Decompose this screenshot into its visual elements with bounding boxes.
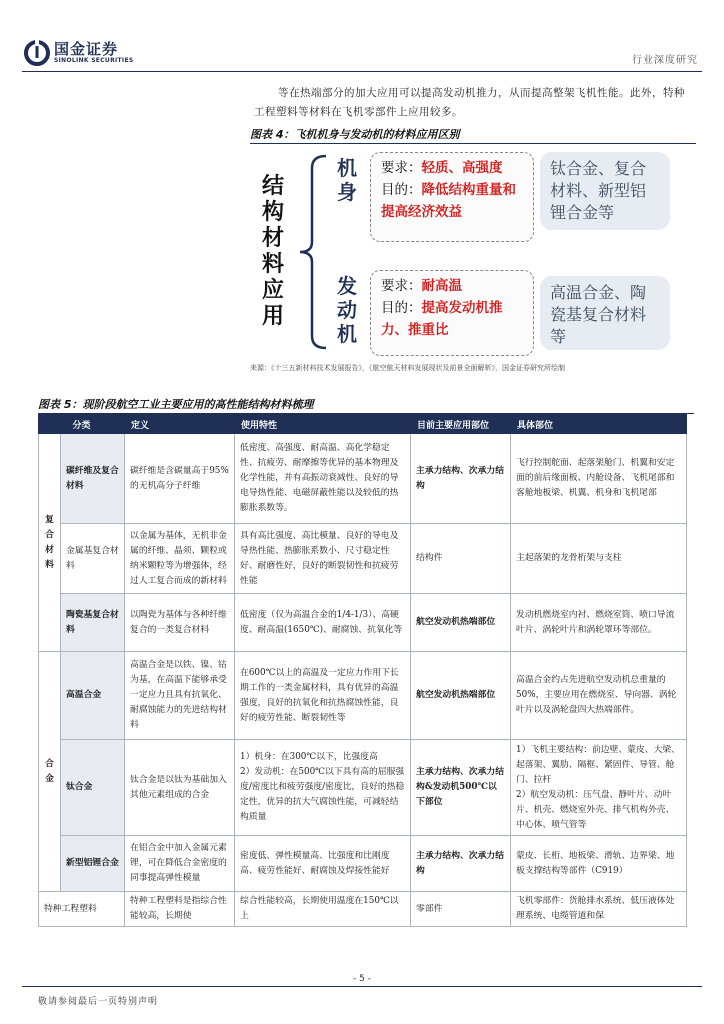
header-definition: 定义	[125, 415, 235, 434]
material-definition: 以陶瓷为基体与各种纤维复合的一类复合材料	[125, 594, 235, 652]
vertical-title-char: 构	[261, 200, 284, 225]
material-parts: 主起落架的龙骨桁架与支柱	[511, 524, 687, 594]
material-properties: 1）机身：在300℃以下，比强度高 2）发动机：在500℃以下具有高的屈服强度/密度比和疲劳强度/密度比，良好的热稳定性，优异的抗大气腐蚀性能，可减轻结构质量	[235, 740, 411, 836]
table-row	[39, 892, 687, 927]
header-category: 分类	[39, 415, 125, 434]
material-definition: 特种工程塑料是指综合性能较高，长期使	[125, 892, 235, 927]
material-definition: 高温合金是以铁、镍、钴为基，在高温下能够承受一定应力且具有抗氧化、耐腐蚀能力的先进结构材料	[125, 652, 235, 740]
category-engine-label	[332, 274, 362, 346]
brace-bracket	[292, 152, 332, 352]
material-parts: 1）飞机主要结构：前边壁、蒙皮、大梁、起落架、翼肋、隔框、紧固件、导管、舱门、拉杆 2）航空发动机：压气盘、静叶片、动叶片、机壳、燃烧室外壳、排气机构外壳、中心体、喷气管等	[511, 740, 687, 836]
fuselage-goal	[381, 179, 523, 223]
requirement-prefix: 要求：	[381, 278, 422, 294]
table-header-row	[39, 415, 687, 434]
table-row	[39, 740, 687, 836]
material-properties: 在600℃以上的高温及一定应力作用下长期工作的一类金属材料，具有优异的高温强度，良好的抗氧化和抗热腐蚀性能，良好的疲劳性能、断裂韧性等	[235, 652, 411, 740]
header-properties: 使用特性	[235, 415, 411, 434]
material-name: 特种工程塑料	[39, 892, 125, 927]
material-name: 金属基复合材料	[61, 524, 125, 594]
footer-divider	[22, 986, 702, 987]
table-row	[39, 524, 687, 594]
figure-4-title: 图表 4：飞机机身与发动机的材料应用区别	[250, 126, 696, 144]
category-char: 动	[337, 298, 357, 322]
header-application: 目前主要应用部位	[411, 415, 511, 434]
material-application: 结构件	[411, 524, 511, 594]
material-name: 陶瓷基复合材料	[61, 594, 125, 652]
vertical-title-char: 用	[261, 304, 284, 329]
material-definition: 在铝合金中加入金属元素锂，可在降低合金密度的同事提高弹性模量	[125, 836, 235, 892]
page-number: - 5 -	[353, 974, 371, 984]
fuselage-materials-box: 钛合金、复合材料、新型铝锂合金等	[540, 152, 670, 230]
goal-value: 提高发动机推力、推重比	[381, 300, 503, 338]
engine-goal	[381, 297, 523, 341]
company-logo	[24, 38, 154, 68]
material-properties: 密度低、弹性模量高、比强度和比刚度高、疲劳性能好、耐腐蚀及焊接性能好	[235, 836, 411, 892]
engine-requirement-box	[370, 270, 534, 356]
material-application: 航空发动机热端部位	[411, 652, 511, 740]
requirement-prefix: 要求：	[381, 160, 422, 176]
material-parts: 蒙皮、长桁、地板梁、滑轨、边界梁、地板支撑结构等部件（C919）	[511, 836, 687, 892]
logo-chinese-name: 国金证券	[54, 40, 119, 58]
material-name: 碳纤维及复合材料	[61, 434, 125, 524]
material-application-diagram	[252, 146, 696, 360]
material-application: 主承力结构、次承力结构	[411, 434, 511, 524]
goal-prefix: 目的：	[381, 300, 422, 316]
material-name: 新型铝锂合金	[61, 836, 125, 892]
diagram-vertical-title	[256, 174, 290, 330]
material-name: 钛合金	[61, 740, 125, 836]
category-char: 机	[337, 156, 357, 180]
vertical-title-char: 料	[261, 252, 284, 277]
material-application: 航空发动机热端部位	[411, 594, 511, 652]
sinolink-logo-icon	[24, 40, 50, 66]
vertical-title-char: 结	[261, 174, 284, 199]
table-row	[39, 594, 687, 652]
material-application: 主承力结构、次承力结构&发动机500℃以下部位	[411, 740, 511, 836]
group-composite: 复合材料	[39, 434, 61, 652]
vertical-title-char: 应	[261, 278, 284, 303]
goal-prefix: 目的：	[381, 182, 422, 198]
engine-requirement	[381, 275, 523, 297]
material-properties: 综合性能较高，长期使用温度在150℃以上	[235, 892, 411, 927]
material-name: 高温合金	[61, 652, 125, 740]
fuselage-requirement	[381, 157, 523, 179]
category-char: 机	[337, 322, 357, 346]
table-row	[39, 652, 687, 740]
category-char: 身	[337, 180, 357, 204]
category-fuselage-label	[332, 156, 362, 204]
requirement-value: 耐高温	[421, 278, 462, 294]
table-row	[39, 434, 687, 524]
group-alloy: 合金	[39, 652, 61, 892]
table-row	[39, 836, 687, 892]
page-header	[22, 38, 702, 72]
engine-materials-box: 高温合金、陶瓷基复合材料等	[540, 276, 670, 350]
material-definition: 钛合金是以钛为基础加入其他元素组成的合金	[125, 740, 235, 836]
vertical-title-char: 材	[261, 226, 284, 251]
figure-4-source: 来源：《十三五新材料技术发展报告》，《航空航天材料发展现状及前景全面解析》，国金证券研究所绘制	[250, 364, 565, 372]
materials-table	[38, 414, 687, 927]
category-char: 发	[337, 274, 357, 298]
material-definition: 以金属为基体，无机非金属的纤维、晶须、颗粒或纳米颗粒等为增强体，经过人工复合而成的新材料	[125, 524, 235, 594]
header-parts: 具体部位	[511, 415, 687, 434]
disclaimer-note: 敬请参阅最后一页特别声明	[38, 997, 159, 1007]
figure-5-title: 图表 5：现阶段航空工业主要应用的高性能结构材料梳理	[38, 396, 694, 414]
material-parts: 飞机零部件：货舱排水系统、低压液体处理系统、电缆管道和保	[511, 892, 687, 927]
logo-english-name: SINOLINK SECURITIES	[54, 57, 134, 64]
goal-value: 降低结构重量和提高经济效益	[381, 182, 516, 220]
report-type: 行业深度研究	[632, 55, 698, 66]
material-properties: 低密度（仅为高温合金的1/4-1/3）、高硬度、耐高温(1650℃)、耐腐蚀、抗氧化等	[235, 594, 411, 652]
requirement-value: 轻质、高强度	[421, 160, 503, 176]
material-parts: 发动机燃烧室内衬、燃烧室筒、喷口导流叶片、涡轮叶片和涡轮罩环等部位。	[511, 594, 687, 652]
material-application: 主承力结构、次承力结构	[411, 836, 511, 892]
material-parts: 飞行控制舵面、起落架舱门、机翼和安定面的前后缘面板、内舱设备、飞机尾部和客舱地板梁、机翼、机身和飞机尾部	[511, 434, 687, 524]
fuselage-requirement-box	[370, 152, 534, 242]
intro-paragraph: 等在热端部分的加大应用可以提高发动机推力，从而提高整架飞机性能。此外，特种工程塑料等材料在飞机零部件上应用较多。	[254, 87, 685, 118]
material-application: 零部件	[411, 892, 511, 927]
material-definition: 碳纤维是含碳量高于95%的无机高分子纤维	[125, 434, 235, 524]
material-properties: 低密度、高强度、耐高温、高化学稳定性、抗疲劳、耐摩擦等优异的基本物理及化学性能，并有高振动衰减性、良好的导电导热性能、电磁屏蔽性能以及较低的热膨胀系数等。	[235, 434, 411, 524]
material-properties: 具有高比强度、高比模量、良好的导电及导热性能、热膨胀系数小、尺寸稳定性好、耐磨性好，良好的断裂韧性和抗疲劳性能	[235, 524, 411, 594]
material-parts: 高温合金约占先进航空发动机总重量的50%，主要应用在燃烧室、导向器、涡轮叶片以及涡轮盘四大热端部件。	[511, 652, 687, 740]
